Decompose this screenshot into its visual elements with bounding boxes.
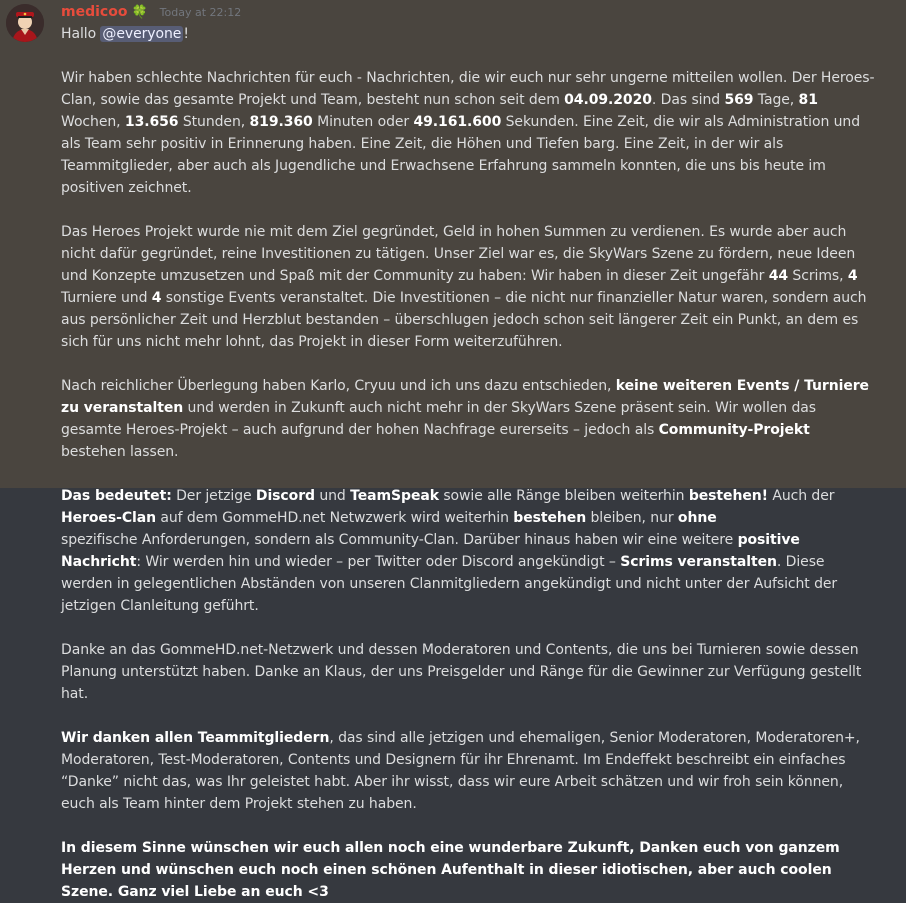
paragraph-history: Wir haben schlechte Nachrichten für euch - Nachrichten, die wir euch nur sehr ungerne mitteilen wollen. Der Heroes-Clan, sowie das gesamte Projekt und Team, besteht nun schon seit dem 04.09.2020. Das sind 569 Tage, 81 Wochen, 13.656 Stunden, 819.360 Minuten oder 49.161.600 Sekunden. Eine Zeit, die wir als Administration und als Team sehr positiv in Erinnerung haben. Eine Zeit, die Höhen und Tiefen barg. Eine Zeit, in der wir als Teammitglieder, aber auch als Jugendliche und Erwachsene Erfahrung sammeln konnten, die uns bis heute im positiven zeichnet. xyxy=(61,70,875,196)
timestamp[interactable]: Today at 22:12 xyxy=(159,6,242,19)
message-content xyxy=(61,23,876,903)
username[interactable]: medicoo xyxy=(61,4,128,20)
avatar-icon xyxy=(6,4,44,42)
four-leaf-clover-icon: 🍀 xyxy=(131,5,148,20)
message-header xyxy=(61,4,241,24)
paragraph-thanks-network: Danke an das GommeHD.net-Netzwerk und dessen Moderatoren und Contents, die uns bei Turnieren sowie dessen Planung unterstützt haben. Danke an Klaus, der uns Preisgelder und Ränge für die Gewinner zur Verfügung gestellt hat. xyxy=(61,642,862,702)
paragraph-goals: Das Heroes Projekt wurde nie mit dem Ziel gegründet, Geld in hohen Summen zu verdienen. Es wurde aber auch nicht dafür gegründet, reine Investitionen zu tätigen. Unser Ziel war es, die SkyWars Szene zu fördern, neue Ideen und Konzepte umzusetzen und Spaß mit der Community zu haben: Wir haben in dieser Zeit ungefähr 44 Scrims, 4 Turniere und 4 sonstige Events veranstaltet. Die Investitionen – die nicht nur finanzieller Natur waren, sondern auch aus persönlicher Zeit und Herzblut bestanden – überschlugen jedoch schon seit längerer Zeit ein Punkt, an dem es sich für uns nicht mehr lohnt, das Projekt in dieser Form weiterzuführen. xyxy=(61,224,867,350)
everyone-mention[interactable]: @everyone xyxy=(102,26,182,42)
paragraph-decision: Nach reichlicher Überlegung haben Karlo, Cryuu und ich uns dazu entschieden, keine weiteren Events / Turniere zu veranstalten und werden in Zukunft auch nicht mehr in der SkyWars Szene präsent sein. Wir wollen das gesamte Heroes-Projekt – auch aufgrund der hohen Nachfrage eurerseits – jedoch als Community-Projekt bestehen lassen. xyxy=(61,378,869,460)
paragraph-thanks-team: Wir danken allen Teammitgliedern, das sind alle jetzigen und ehemaligen, Senior Moderatoren, Moderatoren+, Moderatoren, Test-Moderatoren, Contents und Designern für ihr Ehrenamt. Im Endeffekt beschreibt ein einfaches “Danke” nicht das, was Ihr geleistet habt. Aber ihr wisst, dass wir eure Arbeit schätzen und wir froh sein können, euch als Team hinter dem Projekt stehen zu haben. xyxy=(61,730,860,812)
paragraph-meaning: Das bedeutet: Der jetzige Discord und TeamSpeak sowie alle Ränge bleiben weiterhin bestehen! Auch der Heroes-Clan auf dem GommeHD.net Netwzwerk wird weiterhin bestehen bleiben, nur ohne spezifische Anforderungen, sondern als Community-Clan. Darüber hinaus haben wir eine weitere positive Nachricht: Wir werden hin und wieder – per Twitter oder Discord angekündigt – Scrims veranstalten. Diese werden in gelegentlichen Abständen von unseren Clanmitgliedern angekündigt und nicht unter der Aufsicht der jetzigen Clanleitung geführt. xyxy=(61,488,838,614)
paragraph-farewell: In diesem Sinne wünschen wir euch allen noch eine wunderbare Zukunft, Danken euch von ganzem Herzen und wünschen euch noch einen schönen Aufenthalt in dieser idiotischen, aber auch coolen Szene. Ganz viel Liebe an euch <3 xyxy=(61,840,840,900)
avatar[interactable] xyxy=(6,4,44,42)
greeting-line: Hallo @everyone ! xyxy=(61,26,189,42)
